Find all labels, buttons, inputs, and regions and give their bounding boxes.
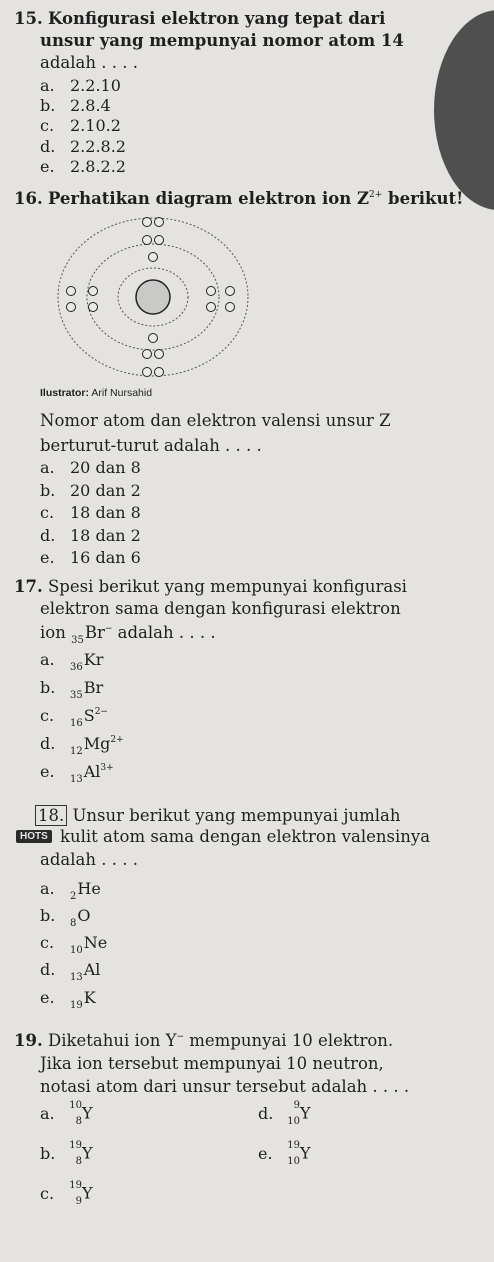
q17-option-b[interactable]: b. $_{35}$Br bbox=[40, 678, 104, 701]
electron bbox=[207, 287, 216, 296]
q16-option-e[interactable]: e. 16 dan 6 bbox=[40, 548, 141, 567]
q17-line-3: ion $_{35}$Br− adalah . . . . bbox=[40, 623, 216, 646]
q15-line-1: 15. Konfigurasi elektron yang tepat dari bbox=[14, 9, 386, 28]
q16-line-1: Nomor atom dan elektron valensi unsur Z bbox=[40, 411, 391, 430]
q18-option-b[interactable]: b. $_8$O bbox=[40, 906, 91, 929]
electron bbox=[143, 350, 152, 359]
q18-option-c[interactable]: c. $_{10}$Ne bbox=[40, 933, 108, 956]
q19-option-b[interactable]: b. 19 8 Y bbox=[40, 1140, 93, 1167]
electron bbox=[155, 350, 164, 359]
q18-line-1: 18. Unsur berikut yang mempunyai jumlah bbox=[35, 806, 401, 826]
q15-number: 15. bbox=[14, 9, 43, 28]
electron bbox=[226, 287, 235, 296]
q18-option-d[interactable]: d. $_{13}$Al bbox=[40, 960, 101, 983]
q19-option-c[interactable]: c. 19 9 Y bbox=[40, 1180, 93, 1207]
electron bbox=[149, 253, 158, 262]
electron bbox=[89, 303, 98, 312]
q15-option-e[interactable]: e. 2.8.2.2 bbox=[40, 157, 126, 176]
electron bbox=[143, 368, 152, 377]
electron bbox=[67, 287, 76, 296]
q17-option-e[interactable]: e. $_{13}Al^{3+}$ bbox=[40, 762, 114, 785]
q17-option-a[interactable]: a. $_{36}$Kr bbox=[40, 650, 104, 673]
q18-line-3: adalah . . . . bbox=[40, 850, 138, 869]
electron bbox=[155, 236, 164, 245]
q16-prompt: 16. Perhatikan diagram elektron ion $Z^{2+}$ berikut! bbox=[14, 189, 464, 208]
q16-option-c[interactable]: c. 18 dan 8 bbox=[40, 503, 141, 522]
q15-option-c[interactable]: c. 2.10.2 bbox=[40, 116, 121, 135]
q16-line-2: berturut-turut adalah . . . . bbox=[40, 436, 262, 455]
q18-line-2: kulit atom sama dengan elektron valensinya bbox=[60, 827, 431, 846]
q15-line-3: adalah . . . . bbox=[40, 53, 138, 72]
q15-line-2: unsur yang mempunyai nomor atom 14 bbox=[40, 31, 404, 50]
page-edge-shadow bbox=[434, 10, 494, 210]
electron bbox=[155, 218, 164, 227]
q17-line-2: elektron sama dengan konfigurasi elektron bbox=[40, 599, 401, 618]
q16-option-b[interactable]: b. 20 dan 2 bbox=[40, 481, 141, 500]
q19-line-3: notasi atom dari unsur tersebut adalah . . . . bbox=[40, 1077, 410, 1096]
electron bbox=[149, 334, 158, 343]
electron bbox=[226, 303, 235, 312]
q15-option-a[interactable]: a. 2.2.10 bbox=[40, 76, 121, 95]
q19-line-1: 19. Diketahui ion Y− mempunyai 10 elektron. bbox=[14, 1031, 394, 1050]
electron bbox=[155, 368, 164, 377]
q17-option-c[interactable]: c. $_{16}S^{2-}$ bbox=[40, 706, 108, 729]
q19-option-d[interactable]: d. 9 10 Y bbox=[258, 1100, 311, 1127]
q19-option-a[interactable]: a. 10 8 Y bbox=[40, 1100, 93, 1127]
electron-shell-diagram bbox=[40, 210, 260, 388]
electron bbox=[143, 218, 152, 227]
q15-option-d[interactable]: d. 2.2.8.2 bbox=[40, 137, 126, 156]
q16-option-d[interactable]: d. 18 dan 2 bbox=[40, 526, 141, 545]
q15-option-b[interactable]: b. 2.8.4 bbox=[40, 96, 111, 115]
q18-option-a[interactable]: a. $_2$He bbox=[40, 879, 101, 902]
q17-line-1: 17. Spesi berikut yang mempunyai konfigurasi bbox=[14, 577, 407, 596]
electron bbox=[67, 303, 76, 312]
hots-badge: HOTS bbox=[16, 830, 52, 843]
q16-option-a[interactable]: a. 20 dan 8 bbox=[40, 458, 141, 477]
electron bbox=[89, 287, 98, 296]
electron bbox=[143, 236, 152, 245]
q19-line-2: Jika ion tersebut mempunyai 10 neutron, bbox=[40, 1054, 384, 1073]
q17-option-d[interactable]: d. $_{12}Mg^{2+}$ bbox=[40, 734, 124, 757]
q18-option-e[interactable]: e. $_{19}$K bbox=[40, 988, 96, 1011]
electron bbox=[207, 303, 216, 312]
nucleus bbox=[136, 280, 170, 314]
illustrator-credit: Ilustrator: Arif Nursahid bbox=[40, 387, 153, 399]
q19-option-e[interactable]: e. 19 10 Y bbox=[258, 1140, 311, 1167]
